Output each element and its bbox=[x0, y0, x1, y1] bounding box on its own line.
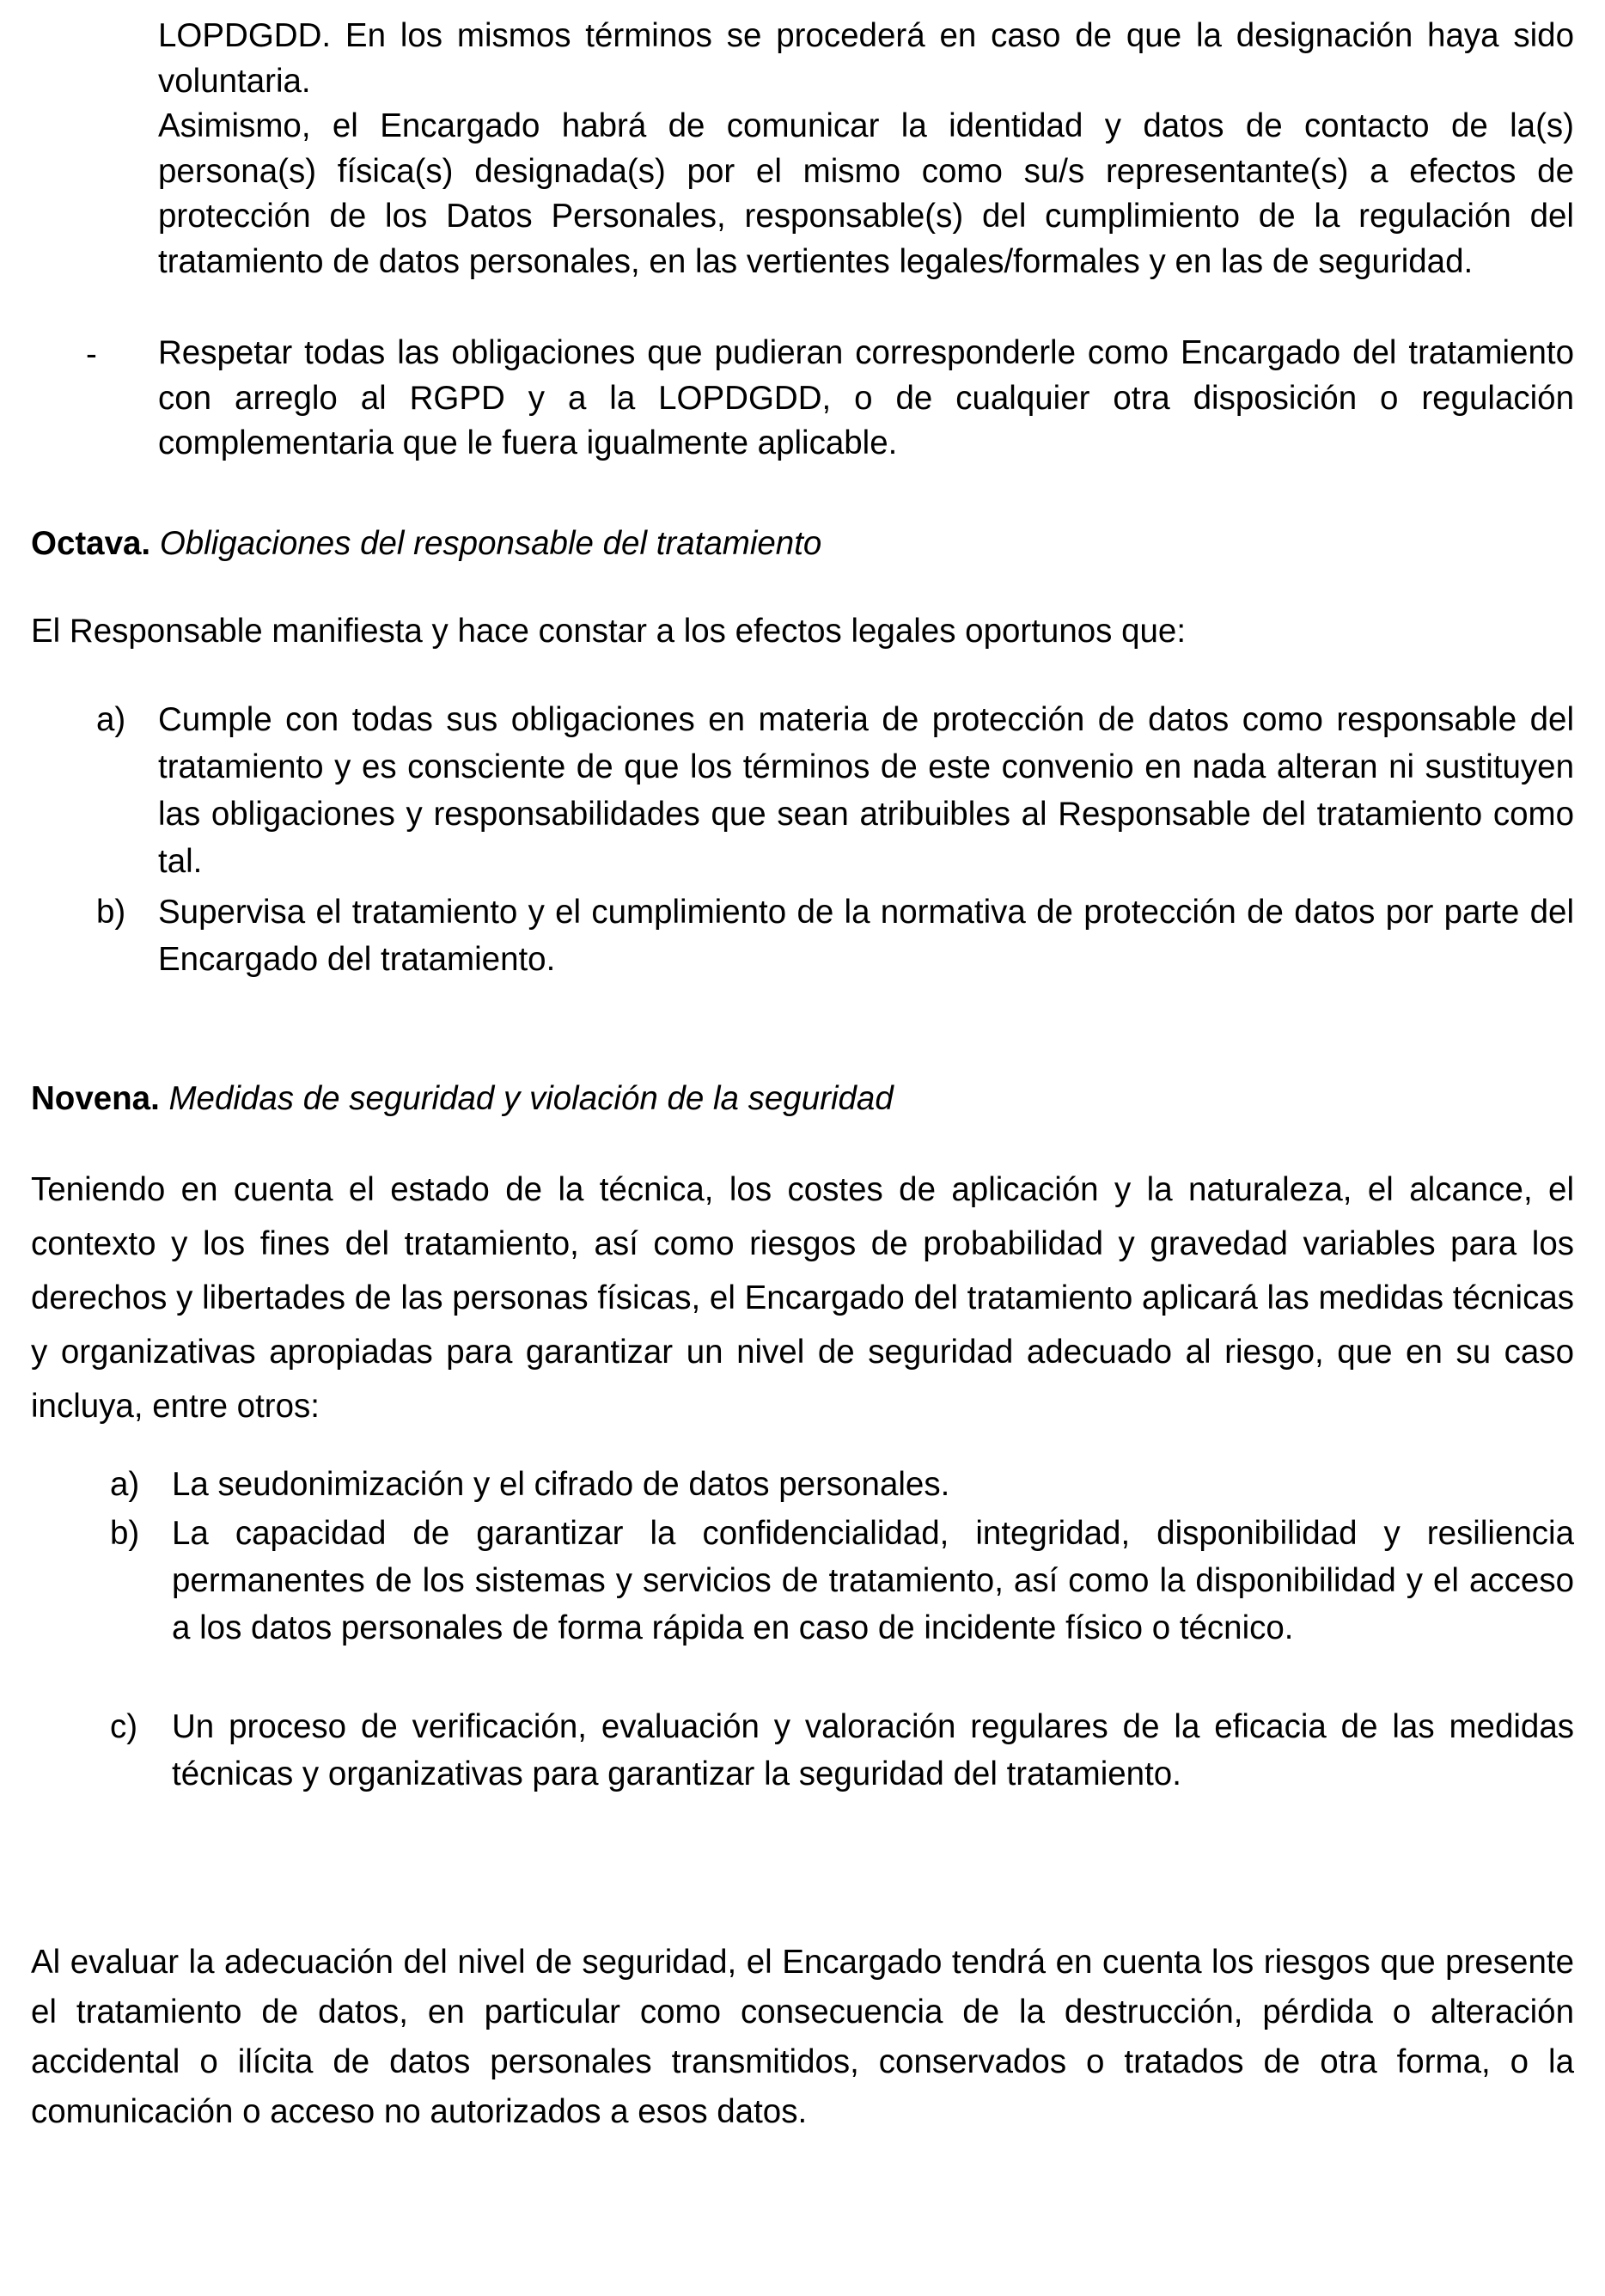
list-item-novena-a bbox=[110, 1461, 1574, 1508]
dash-list-item bbox=[86, 331, 1574, 467]
continuation-paragraph-1: LOPDGDD. En los mismos términos se procederá en caso de que la designación haya sido voluntaria. bbox=[158, 17, 1574, 100]
list-item-text: Cumple con todas sus obligaciones en materia de protección de datos como responsable del tratamiento y es consciente de que los términos de este convenio en nada alteran ni sustituyen las obligaciones y responsabilidades que sean atribuibles al Responsable del tratamiento como tal. bbox=[158, 701, 1574, 880]
list-item-text: Un proceso de verificación, evaluación y valoración regulares de la eficacia de las medidas técnicas y organizativas para garantizar la seguridad del tratamiento. bbox=[172, 1708, 1574, 1792]
novena-closing: Al evaluar la adecuación del nivel de seguridad, el Encargado tendrá en cuenta los riesgos que presente el tratamiento de datos, en particular como consecuencia de la destrucción, pérdida o alteración accidental o ilícita de datos personales transmitidos, conservados o tratados de otra forma, o la comunicación o acceso no autorizados a esos datos. bbox=[31, 1944, 1574, 2130]
list-item-novena-c bbox=[110, 1703, 1574, 1798]
octava-intro: El Responsable manifiesta y hace constar a los efectos legales oportunos que: bbox=[31, 613, 1187, 650]
list-marker: c) bbox=[110, 1708, 138, 1745]
list-item-novena-b bbox=[110, 1510, 1574, 1652]
list-marker-dash: - bbox=[86, 336, 97, 373]
list-marker: b) bbox=[110, 1515, 140, 1552]
section-heading-octava bbox=[31, 522, 821, 566]
section-title: Obligaciones del responsable del tratamiento bbox=[159, 525, 822, 562]
section-label: Novena. bbox=[31, 1080, 160, 1117]
list-item-text: La seudonimización y el cifrado de datos personales. bbox=[172, 1466, 950, 1503]
list-item-text: Respetar todas las obligaciones que pudieran corresponderle como Encargado del tratamiento con arreglo al RGPD y a la LOPDGDD, o de cualquier otra disposición o regulación complementaria que le fuera igualmente aplicable. bbox=[158, 334, 1574, 461]
list-item-octava-a bbox=[96, 696, 1574, 885]
list-item-octava-b bbox=[96, 888, 1574, 983]
section-label: Octava. bbox=[31, 525, 151, 562]
section-heading-novena bbox=[31, 1077, 894, 1121]
list-item-text: Supervisa el tratamiento y el cumplimiento de la normativa de protección de datos por parte del Encargado del tratamiento. bbox=[158, 894, 1574, 978]
list-item-text: La capacidad de garantizar la confidencialidad, integridad, disponibilidad y resiliencia permanentes de los sistemas y servicios de tratamiento, así como la disponibilidad y el acceso a los datos personales de forma rápida en caso de incidente físico o técnico. bbox=[172, 1515, 1574, 1646]
section-title: Medidas de seguridad y violación de la seguridad bbox=[168, 1080, 894, 1117]
list-marker: a) bbox=[96, 701, 126, 738]
novena-intro: Teniendo en cuenta el estado de la técnica, los costes de aplicación y la naturaleza, el alcance, el contexto y los fines del tratamiento, así como riesgos de probabilidad y gravedad variables para los derechos y libertades de las personas físicas, el Encargado del tratamiento aplicará las medidas técnicas y organizativas apropiadas para garantizar un nivel de seguridad adecuado al riesgo, que en su caso incluya, entre otros: bbox=[31, 1171, 1574, 1425]
list-marker: a) bbox=[110, 1466, 140, 1503]
continuation-paragraph-2: Asimismo, el Encargado habrá de comunicar la identidad y datos de contacto de la(s) persona(s) física(s) designada(s) por el mismo como su/s representante(s) a efectos de protección de los Datos Personales, responsable(s) del cumplimiento de la regulación del tratamiento de datos personales, en las vertientes legales/formales y en las de seguridad. bbox=[158, 107, 1574, 280]
list-marker: b) bbox=[96, 894, 126, 931]
